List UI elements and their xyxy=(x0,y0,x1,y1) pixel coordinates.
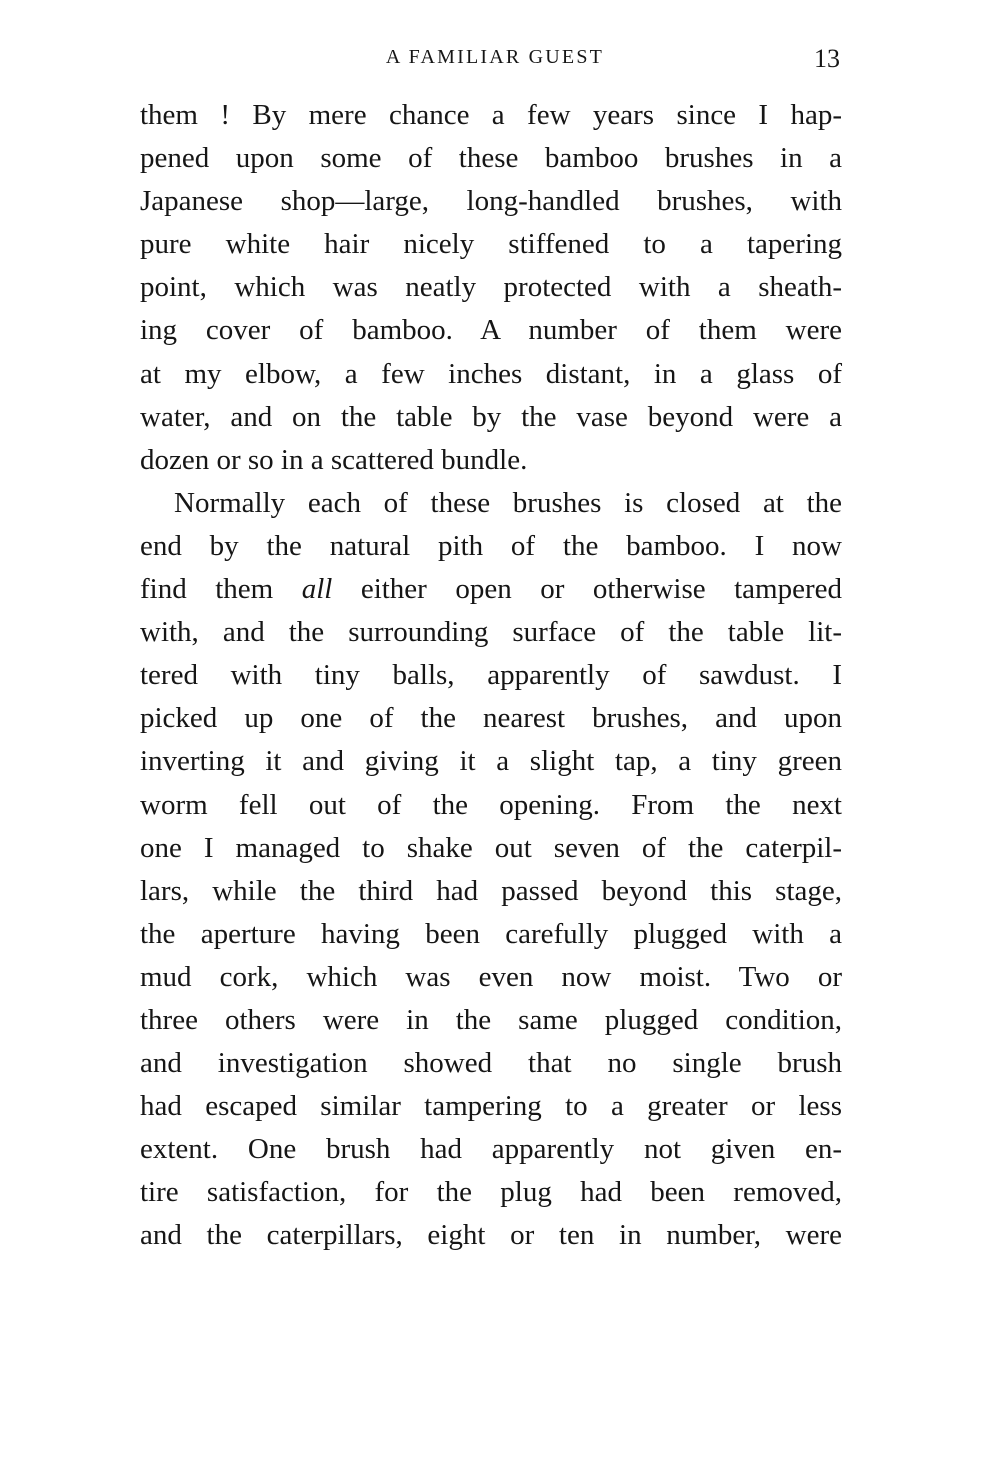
text-line: Japanese shop—large, long-handled brushes, with xyxy=(140,185,842,218)
running-title: A FAMILIAR GUEST xyxy=(385,46,605,68)
text-line: picked up one of the nearest brushes, and upon xyxy=(140,702,842,735)
text-line: the aperture having been carefully plugged with a xyxy=(140,917,842,950)
text-line: extent. One brush had apparently not given en- xyxy=(140,1133,842,1166)
text-line: and investigation showed that no single brush xyxy=(140,1047,842,1080)
paragraph-2 xyxy=(140,482,842,1258)
text-line: lars, while the third had passed beyond this stage, xyxy=(140,874,842,907)
page-number: 13 xyxy=(814,44,840,73)
text-line: pened upon some of these bamboo brushes in a xyxy=(140,142,842,175)
text-line: them ! By mere chance a few years since I hap- xyxy=(140,99,842,131)
text-line: with, and the surrounding surface of the table lit- xyxy=(140,616,842,649)
text-line: mud cork, which was even now moist. Two or xyxy=(140,960,842,993)
text-line: point, which was neatly protected with a sheath- xyxy=(140,271,842,304)
text-line: had escaped similar tampering to a greater or less xyxy=(140,1090,842,1123)
text-line: dozen or so in a scattered bundle. xyxy=(140,443,528,476)
text-run: find them xyxy=(140,573,302,606)
text-line: and the caterpillars, eight or ten in number, were xyxy=(140,1219,842,1252)
emphasis-text: all xyxy=(301,573,333,606)
paragraph-1 xyxy=(140,94,842,482)
text-line: Normally each of these brushes is closed at the xyxy=(174,486,842,519)
text-run: either open or otherwise tampered xyxy=(332,573,842,606)
running-head xyxy=(140,40,840,74)
text-line: ing cover of bamboo. A number of them were xyxy=(140,314,842,347)
text-line: one I managed to shake out seven of the caterpil- xyxy=(140,831,842,864)
text-line: at my elbow, a few inches distant, in a glass of xyxy=(140,357,842,390)
text-line: pure white hair nicely stiffened to a tapering xyxy=(140,228,842,261)
text-line: water, and on the table by the vase beyond were a xyxy=(140,400,842,433)
text-line: tire satisfaction, for the plug had been removed, xyxy=(140,1176,842,1209)
text-line: worm fell out of the opening. From the next xyxy=(140,788,842,821)
text-line xyxy=(140,568,842,611)
text-line: tered with tiny balls, apparently of sawdust. I xyxy=(140,659,842,692)
text-line: three others were in the same plugged condition, xyxy=(140,1003,842,1036)
text-line: end by the natural pith of the bamboo. I now xyxy=(140,529,842,562)
body-text xyxy=(140,94,842,1258)
text-line: inverting it and giving it a slight tap, a tiny green xyxy=(140,745,842,778)
